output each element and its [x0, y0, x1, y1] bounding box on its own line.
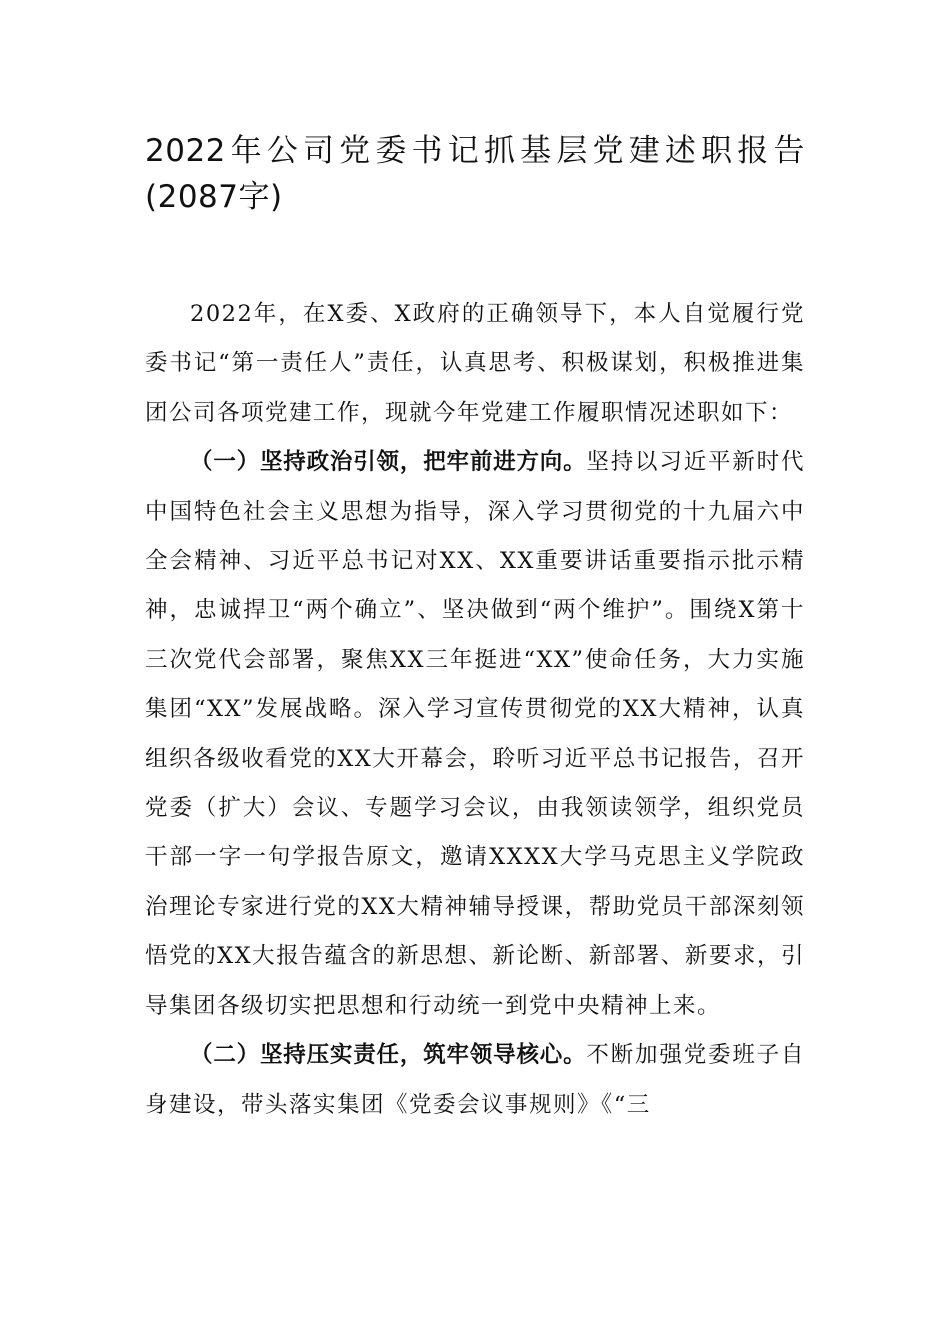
paragraph-section-2 — [145, 1031, 805, 1130]
section-2-text: 不断加强党委班子自身建设，带头落实集团《党委会议事规则》《“三 — [145, 1042, 805, 1118]
section-1-heading: （一）坚持政治引领，把牢前进方向。 — [190, 449, 587, 476]
document-page — [145, 128, 805, 1130]
section-2-heading: （二）坚持压实责任，筑牢领导核心。 — [190, 1042, 587, 1069]
section-1-text: 坚持以习近平新时代中国特色社会主义思想为指导，深入学习贯彻党的十九届六中全会精神、习近平总书记对XX、XX重要讲话重要指示批示精神，忠诚捍卫“两个确立”、坚决做到“两个维护”。围绕X第十三次党代会部署，聚焦XX三年挺进“XX”使命任务，大力实施集团“XX”发展战略。深入学习宣传贯彻党的XX大精神，认真组织各级收看党的XX大开幕会，聆听习近平总书记报告，召开党委（扩大）会议、专题学习会议，由我领读领学，组织党员干部一字一句学报告原文，邀请XXXX大学马克思主义学院政治理论专家进行党的XX大精神辅导授课，帮助党员干部深刻领悟党的XX大报告蕴含的新思想、新论断、新部署、新要求，引导集团各级切实把思想和行动统一到党中央精神上来。 — [145, 449, 805, 1019]
document-body — [145, 290, 805, 1130]
paragraph-intro-text: 2022年，在X委、X政府的正确领导下，本人自觉履行党委书记“第一责任人”责任，认真思考、积极谋划，积极推进集团公司各项党建工作，现就今年党建工作履职情况述职如下： — [145, 301, 805, 426]
paragraph-section-1 — [145, 438, 805, 1031]
document-title: 2022年公司党委书记抓基层党建述职报告(2087字) — [145, 133, 805, 215]
paragraph-intro — [145, 290, 805, 438]
